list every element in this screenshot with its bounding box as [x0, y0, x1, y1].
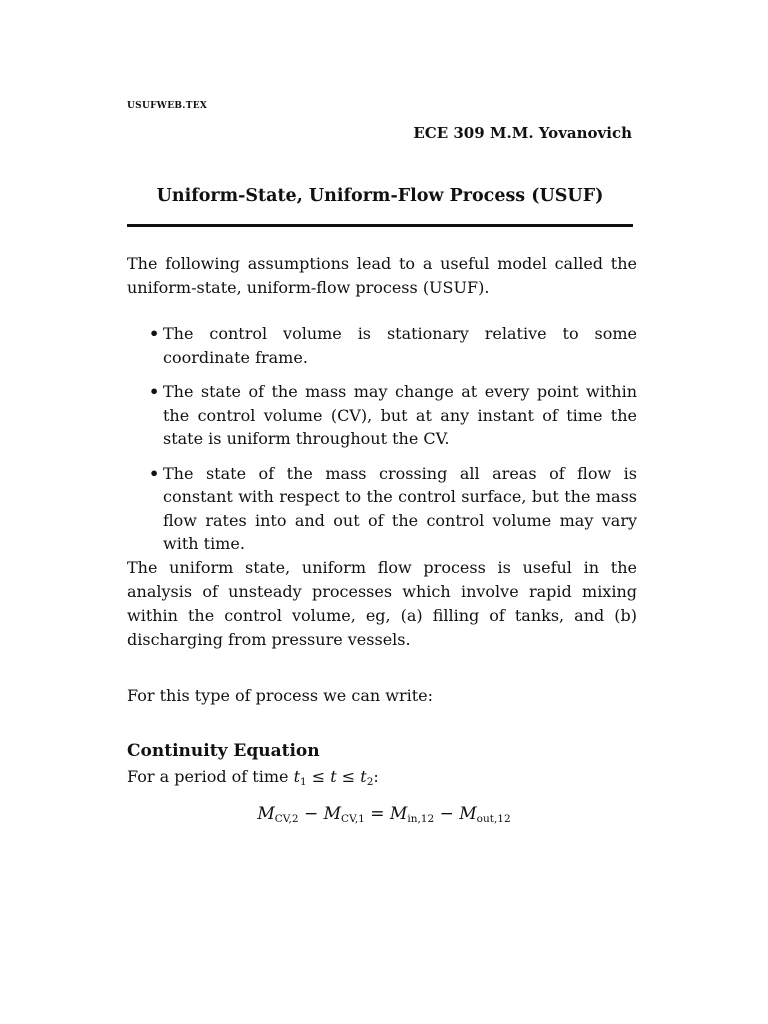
intro-paragraph: The following assumptions lead to a useful model called the uniform-state, uniform-flow process (USUF). — [127, 254, 637, 297]
assumptions-list — [127, 322, 637, 567]
usefulness-paragraph: The uniform state, uniform flow process is useful in the analysis of unsteady processes which involve rapid mixing within the control volume, eg, (a) filling of tanks, and (b) discharging from pressure vessels. — [127, 558, 637, 649]
list-item: • The state of the mass crossing all areas of flow is constant with respect to the control surface, but the mass flow rates into and out of the control volume may vary with time. — [149, 463, 637, 553]
lead-in-paragraph: For this type of process we can write: — [127, 686, 433, 705]
continuity-equation: $M_{CV,2} - M_{CV,1} = M_{in,12} - M_{out,12}$ — [257, 804, 511, 825]
section-heading: Continuity Equation — [127, 741, 320, 761]
bullet-icon: • — [149, 324, 160, 343]
bullet-icon: • — [149, 382, 160, 401]
bullet-icon: • — [149, 463, 160, 483]
list-item: • The state of the mass may change at every point within the control volume (CV), but at any instant of time the state is uniform throughout the CV. — [149, 382, 637, 448]
document-title: Uniform-State, Uniform-Flow Process (USUF) — [156, 186, 604, 206]
list-item: • The control volume is stationary relative to some coordinate frame. — [149, 324, 637, 367]
file-name-label: USUFWEB.TEX — [127, 101, 208, 111]
title-rule — [127, 224, 633, 227]
course-author-header: ECE 309 M.M. Yovanovich — [413, 124, 632, 142]
time-period-line: For a period of time $t_1 \le t \le t_2$: — [127, 767, 379, 788]
